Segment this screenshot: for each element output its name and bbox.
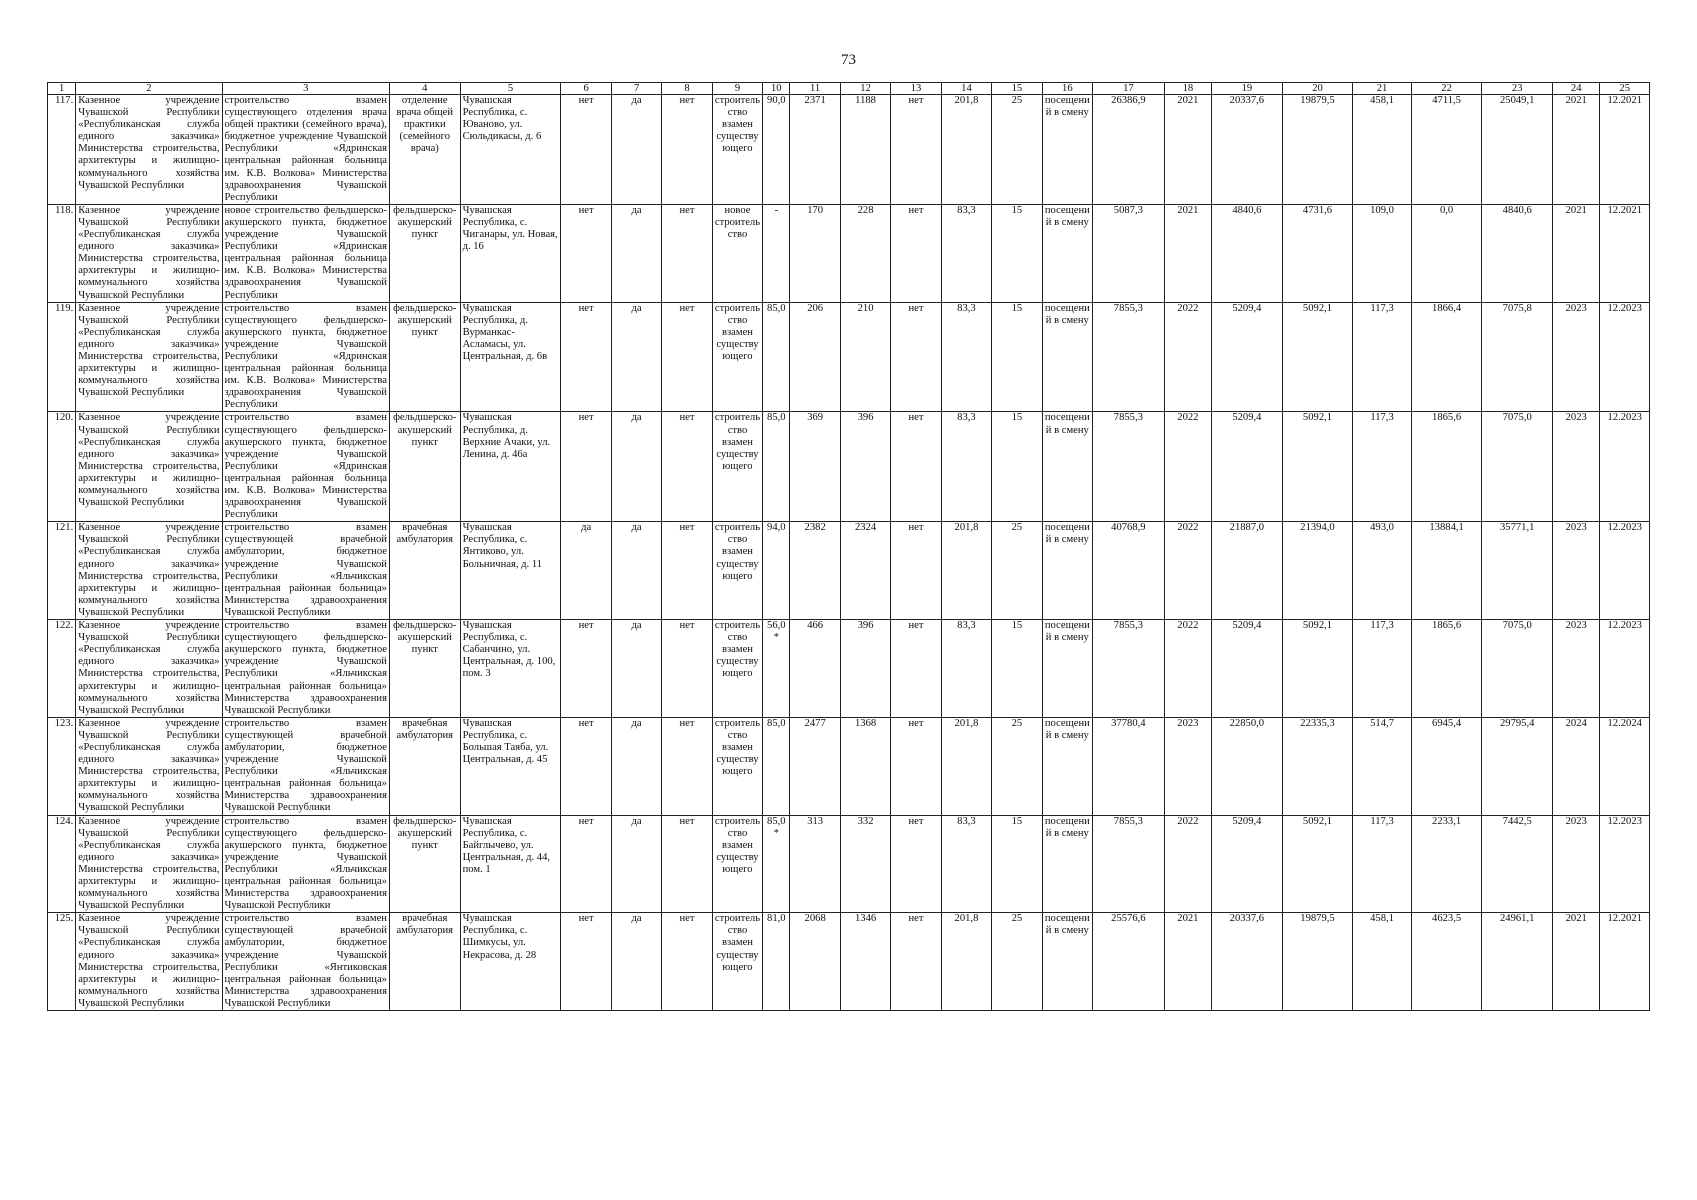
construction-type-cell: новое строительство — [712, 204, 762, 302]
column-header-10: 10 — [763, 83, 790, 95]
column-header-9: 9 — [712, 83, 762, 95]
col11-cell: 369 — [790, 412, 840, 522]
object-cell: строительство взамен существующего отделения врача общей практики (семейного врача), бюджетное учреждение Чувашской Республики «Ядринская центральная районная больница им. К.В. Волкова» Министерства здравоохранения Чувашской Республики — [222, 95, 389, 205]
wear-percent-cell: 56,0* — [763, 620, 790, 718]
col20-cell: 5092,1 — [1282, 815, 1353, 913]
object-cell: строительство взамен существующего фельдшерско-акушерского пункта, бюджетное учреждение Чувашской Республики «Яльчикская центральная районная больница» Министерства здравоохранения Чувашской Республики — [222, 620, 389, 718]
col13-cell: нет — [891, 95, 941, 205]
capacity-unit-cell: посещений в смену — [1042, 522, 1092, 620]
construction-type-cell: строительство взамен существующего — [712, 302, 762, 412]
col22-cell: 4711,5 — [1411, 95, 1482, 205]
col8-cell: нет — [662, 522, 712, 620]
col6-cell: нет — [561, 815, 611, 913]
col23-cell: 24961,1 — [1482, 913, 1553, 1011]
col13-cell: нет — [891, 815, 941, 913]
capacity-unit-cell: посещений в смену — [1042, 913, 1092, 1011]
capacity-cell: 25 — [992, 717, 1042, 815]
col22-cell: 0,0 — [1411, 204, 1482, 302]
capacity-cell: 25 — [992, 913, 1042, 1011]
row-number: 124. — [48, 815, 76, 913]
col8-cell: нет — [662, 620, 712, 718]
table-row — [48, 522, 1650, 620]
col20-cell: 19879,5 — [1282, 913, 1353, 1011]
row-number: 119. — [48, 302, 76, 412]
address-cell: Чувашская Республика, с. Янтиково, ул. Больничная, д. 11 — [460, 522, 561, 620]
facility-type-cell: отделение врача общей практики (семейного врача) — [389, 95, 460, 205]
col11-cell: 206 — [790, 302, 840, 412]
col18-cell: 2022 — [1164, 815, 1211, 913]
col21-cell: 117,3 — [1353, 815, 1412, 913]
column-header-23: 23 — [1482, 83, 1553, 95]
col22-cell: 2233,1 — [1411, 815, 1482, 913]
col13-cell: нет — [891, 620, 941, 718]
col21-cell: 493,0 — [1353, 522, 1412, 620]
column-header-25: 25 — [1600, 83, 1650, 95]
address-cell: Чувашская Республика, с. Сабанчино, ул. Центральная, д. 100, пом. 3 — [460, 620, 561, 718]
col17-cell: 7855,3 — [1093, 815, 1165, 913]
address-cell: Чувашская Республика, д. Верхние Ачаки, ул. Ленина, д. 46а — [460, 412, 561, 522]
col24-cell: 2023 — [1553, 815, 1600, 913]
col19-cell: 4840,6 — [1212, 204, 1283, 302]
col8-cell: нет — [662, 412, 712, 522]
col11-cell: 313 — [790, 815, 840, 913]
capacity-unit-cell: посещений в смену — [1042, 204, 1092, 302]
row-number: 123. — [48, 717, 76, 815]
col25-cell: 12.2021 — [1600, 913, 1650, 1011]
address-cell: Чувашская Республика, с. Юваново, ул. Сюльдикасы, д. 6 — [460, 95, 561, 205]
capacity-unit-cell: посещений в смену — [1042, 717, 1092, 815]
col23-cell: 7442,5 — [1482, 815, 1553, 913]
col7-cell: да — [611, 522, 661, 620]
col12-cell: 332 — [840, 815, 890, 913]
col22-cell: 1865,6 — [1411, 412, 1482, 522]
col6-cell: да — [561, 522, 611, 620]
col21-cell: 117,3 — [1353, 302, 1412, 412]
col19-cell: 20337,6 — [1212, 913, 1283, 1011]
col20-cell: 5092,1 — [1282, 412, 1353, 522]
table-row — [48, 620, 1650, 718]
col24-cell: 2021 — [1553, 913, 1600, 1011]
col7-cell: да — [611, 815, 661, 913]
col23-cell: 25049,1 — [1482, 95, 1553, 205]
object-cell: строительство взамен существующего фельдшерско-акушерского пункта, бюджетное учреждение Чувашской Республики «Яльчикская центральная районная больница» Министерства здравоохранения Чувашской Республики — [222, 815, 389, 913]
capacity-unit-cell: посещений в смену — [1042, 815, 1092, 913]
col25-cell: 12.2023 — [1600, 412, 1650, 522]
capacity-cell: 15 — [992, 815, 1042, 913]
data-table — [47, 82, 1650, 1011]
col6-cell: нет — [561, 204, 611, 302]
col13-cell: нет — [891, 412, 941, 522]
column-header-3: 3 — [222, 83, 389, 95]
col24-cell: 2021 — [1553, 95, 1600, 205]
col18-cell: 2021 — [1164, 913, 1211, 1011]
col18-cell: 2021 — [1164, 204, 1211, 302]
capacity-cell: 25 — [992, 522, 1042, 620]
col17-cell: 25576,6 — [1093, 913, 1165, 1011]
construction-type-cell: строительство взамен существующего — [712, 717, 762, 815]
col25-cell: 12.2023 — [1600, 815, 1650, 913]
capacity-unit-cell: посещений в смену — [1042, 620, 1092, 718]
row-number: 117. — [48, 95, 76, 205]
facility-type-cell: врачебная амбулатория — [389, 522, 460, 620]
row-number: 120. — [48, 412, 76, 522]
col6-cell: нет — [561, 620, 611, 718]
customer-cell: Казенное учреждение Чувашской Республики «Республиканская служба единого заказчика» Министерства строительства, архитектуры и жилищно-коммунального хозяйства Чувашской Республики — [76, 717, 222, 815]
column-header-16: 16 — [1042, 83, 1092, 95]
capacity-cell: 15 — [992, 412, 1042, 522]
wear-percent-cell: 81,0 — [763, 913, 790, 1011]
col17-cell: 37780,4 — [1093, 717, 1165, 815]
col24-cell: 2023 — [1553, 522, 1600, 620]
column-header-21: 21 — [1353, 83, 1412, 95]
wear-percent-cell: 85,0 — [763, 412, 790, 522]
col11-cell: 2371 — [790, 95, 840, 205]
column-header-2: 2 — [76, 83, 222, 95]
address-cell: Чувашская Республика, с. Большая Таяба, ул. Центральная, д. 45 — [460, 717, 561, 815]
col23-cell: 35771,1 — [1482, 522, 1553, 620]
col18-cell: 2022 — [1164, 412, 1211, 522]
column-header-11: 11 — [790, 83, 840, 95]
capacity-cell: 15 — [992, 302, 1042, 412]
col17-cell: 5087,3 — [1093, 204, 1165, 302]
capacity-cell: 25 — [992, 95, 1042, 205]
col22-cell: 13884,1 — [1411, 522, 1482, 620]
col19-cell: 5209,4 — [1212, 412, 1283, 522]
col7-cell: да — [611, 302, 661, 412]
col14-cell: 83,3 — [941, 204, 991, 302]
object-cell: строительство взамен существующей врачебной амбулатории, бюджетное учреждение Чувашской Республики «Яльчикская центральная районная больница» Министерства здравоохранения Чувашской Республики — [222, 522, 389, 620]
wear-percent-cell: 90,0 — [763, 95, 790, 205]
capacity-cell: 15 — [992, 620, 1042, 718]
col12-cell: 1368 — [840, 717, 890, 815]
col13-cell: нет — [891, 717, 941, 815]
capacity-unit-cell: посещений в смену — [1042, 412, 1092, 522]
wear-percent-cell: 85,0 — [763, 302, 790, 412]
col7-cell: да — [611, 620, 661, 718]
col18-cell: 2022 — [1164, 620, 1211, 718]
header-row — [48, 83, 1650, 95]
row-number: 125. — [48, 913, 76, 1011]
col25-cell: 12.2023 — [1600, 522, 1650, 620]
customer-cell: Казенное учреждение Чувашской Республики «Республиканская служба единого заказчика» Министерства строительства, архитектуры и жилищно-коммунального хозяйства Чувашской Республики — [76, 815, 222, 913]
column-header-8: 8 — [662, 83, 712, 95]
col25-cell: 12.2024 — [1600, 717, 1650, 815]
table-row — [48, 204, 1650, 302]
col22-cell: 1866,4 — [1411, 302, 1482, 412]
address-cell: Чувашская Республика, д. Вурманкас-Асламасы, ул. Центральная, д. 6в — [460, 302, 561, 412]
col18-cell: 2023 — [1164, 717, 1211, 815]
col24-cell: 2023 — [1553, 302, 1600, 412]
object-cell: строительство взамен существующего фельдшерско-акушерского пункта, бюджетное учреждение Чувашской Республики «Ядринская центральная районная больница им. К.В. Волкова» Министерства здравоохранения Чувашской Республики — [222, 302, 389, 412]
wear-percent-cell: 85,0 — [763, 717, 790, 815]
facility-type-cell: фельдшерско-акушерский пункт — [389, 620, 460, 718]
customer-cell: Казенное учреждение Чувашской Республики «Республиканская служба единого заказчика» Министерства строительства, архитектуры и жилищно-коммунального хозяйства Чувашской Республики — [76, 95, 222, 205]
col19-cell: 5209,4 — [1212, 620, 1283, 718]
row-number: 118. — [48, 204, 76, 302]
col12-cell: 396 — [840, 412, 890, 522]
col21-cell: 109,0 — [1353, 204, 1412, 302]
col18-cell: 2022 — [1164, 522, 1211, 620]
col20-cell: 21394,0 — [1282, 522, 1353, 620]
col22-cell: 4623,5 — [1411, 913, 1482, 1011]
address-cell: Чувашская Республика, с. Шимкусы, ул. Некрасова, д. 28 — [460, 913, 561, 1011]
column-header-7: 7 — [611, 83, 661, 95]
col6-cell: нет — [561, 95, 611, 205]
col20-cell: 19879,5 — [1282, 95, 1353, 205]
col18-cell: 2022 — [1164, 302, 1211, 412]
col23-cell: 7075,8 — [1482, 302, 1553, 412]
col12-cell: 210 — [840, 302, 890, 412]
col11-cell: 170 — [790, 204, 840, 302]
col24-cell: 2021 — [1553, 204, 1600, 302]
col20-cell: 5092,1 — [1282, 302, 1353, 412]
object-cell: новое строительство фельдшерско-акушерского пункта, бюджетное учреждение Чувашской Республики «Ядринская центральная районная больница им. К.В. Волкова» Министерства здравоохранения Чувашской Республики — [222, 204, 389, 302]
customer-cell: Казенное учреждение Чувашской Республики «Республиканская служба единого заказчика» Министерства строительства, архитектуры и жилищно-коммунального хозяйства Чувашской Республики — [76, 620, 222, 718]
customer-cell: Казенное учреждение Чувашской Республики «Республиканская служба единого заказчика» Министерства строительства, архитектуры и жилищно-коммунального хозяйства Чувашской Республики — [76, 412, 222, 522]
col6-cell: нет — [561, 302, 611, 412]
col23-cell: 4840,6 — [1482, 204, 1553, 302]
col6-cell: нет — [561, 913, 611, 1011]
wear-percent-cell: 85,0* — [763, 815, 790, 913]
customer-cell: Казенное учреждение Чувашской Республики «Республиканская служба единого заказчика» Министерства строительства, архитектуры и жилищно-коммунального хозяйства Чувашской Республики — [76, 522, 222, 620]
col23-cell: 7075,0 — [1482, 620, 1553, 718]
table-row — [48, 95, 1650, 205]
column-header-13: 13 — [891, 83, 941, 95]
construction-type-cell: строительство взамен существующего — [712, 913, 762, 1011]
customer-cell: Казенное учреждение Чувашской Республики «Республиканская служба единого заказчика» Министерства строительства, архитектуры и жилищно-коммунального хозяйства Чувашской Республики — [76, 302, 222, 412]
object-cell: строительство взамен существующей врачебной амбулатории, бюджетное учреждение Чувашской Республики «Янтиковская центральная районная больница» Министерства здравоохранения Чувашской Республики — [222, 913, 389, 1011]
column-header-14: 14 — [941, 83, 991, 95]
col14-cell: 201,8 — [941, 95, 991, 205]
col8-cell: нет — [662, 95, 712, 205]
col17-cell: 40768,9 — [1093, 522, 1165, 620]
col8-cell: нет — [662, 913, 712, 1011]
facility-type-cell: фельдшерско-акушерский пункт — [389, 412, 460, 522]
facility-type-cell: фельдшерско-акушерский пункт — [389, 302, 460, 412]
col7-cell: да — [611, 204, 661, 302]
col14-cell: 83,3 — [941, 302, 991, 412]
col20-cell: 5092,1 — [1282, 620, 1353, 718]
col12-cell: 2324 — [840, 522, 890, 620]
col12-cell: 228 — [840, 204, 890, 302]
col24-cell: 2023 — [1553, 412, 1600, 522]
column-header-12: 12 — [840, 83, 890, 95]
col22-cell: 1865,6 — [1411, 620, 1482, 718]
col12-cell: 1346 — [840, 913, 890, 1011]
col24-cell: 2023 — [1553, 620, 1600, 718]
col17-cell: 26386,9 — [1093, 95, 1165, 205]
construction-type-cell: строительство взамен существующего — [712, 412, 762, 522]
col18-cell: 2021 — [1164, 95, 1211, 205]
col13-cell: нет — [891, 302, 941, 412]
col22-cell: 6945,4 — [1411, 717, 1482, 815]
column-header-20: 20 — [1282, 83, 1353, 95]
wear-percent-cell: - — [763, 204, 790, 302]
construction-type-cell: строительство взамен существующего — [712, 95, 762, 205]
col19-cell: 5209,4 — [1212, 302, 1283, 412]
col24-cell: 2024 — [1553, 717, 1600, 815]
construction-type-cell: строительство взамен существующего — [712, 522, 762, 620]
col11-cell: 2068 — [790, 913, 840, 1011]
col21-cell: 458,1 — [1353, 95, 1412, 205]
col13-cell: нет — [891, 522, 941, 620]
col13-cell: нет — [891, 913, 941, 1011]
col20-cell: 4731,6 — [1282, 204, 1353, 302]
construction-type-cell: строительство взамен существующего — [712, 815, 762, 913]
col8-cell: нет — [662, 204, 712, 302]
column-header-17: 17 — [1093, 83, 1165, 95]
col17-cell: 7855,3 — [1093, 620, 1165, 718]
col14-cell: 83,3 — [941, 412, 991, 522]
col13-cell: нет — [891, 204, 941, 302]
capacity-unit-cell: посещений в смену — [1042, 95, 1092, 205]
col11-cell: 466 — [790, 620, 840, 718]
col14-cell: 201,8 — [941, 717, 991, 815]
col7-cell: да — [611, 717, 661, 815]
address-cell: Чувашская Республика, с. Чиганары, ул. Новая, д. 16 — [460, 204, 561, 302]
capacity-cell: 15 — [992, 204, 1042, 302]
table-row — [48, 412, 1650, 522]
col11-cell: 2477 — [790, 717, 840, 815]
col6-cell: нет — [561, 717, 611, 815]
col6-cell: нет — [561, 412, 611, 522]
col23-cell: 7075,0 — [1482, 412, 1553, 522]
col25-cell: 12.2023 — [1600, 302, 1650, 412]
col17-cell: 7855,3 — [1093, 302, 1165, 412]
col19-cell: 22850,0 — [1212, 717, 1283, 815]
col19-cell: 20337,6 — [1212, 95, 1283, 205]
col20-cell: 22335,3 — [1282, 717, 1353, 815]
object-cell: строительство взамен существующего фельдшерско-акушерского пункта, бюджетное учреждение Чувашской Республики «Ядринская центральная районная больница им. К.В. Волкова» Министерства здравоохранения Чувашской Республики — [222, 412, 389, 522]
col21-cell: 514,7 — [1353, 717, 1412, 815]
customer-cell: Казенное учреждение Чувашской Республики «Республиканская служба единого заказчика» Министерства строительства, архитектуры и жилищно-коммунального хозяйства Чувашской Республики — [76, 913, 222, 1011]
column-header-22: 22 — [1411, 83, 1482, 95]
col25-cell: 12.2023 — [1600, 620, 1650, 718]
col11-cell: 2382 — [790, 522, 840, 620]
col19-cell: 5209,4 — [1212, 815, 1283, 913]
address-cell: Чувашская Республика, с. Байглычево, ул. Центральная, д. 44, пом. 1 — [460, 815, 561, 913]
col8-cell: нет — [662, 302, 712, 412]
table-row — [48, 302, 1650, 412]
col12-cell: 1188 — [840, 95, 890, 205]
col19-cell: 21887,0 — [1212, 522, 1283, 620]
col8-cell: нет — [662, 717, 712, 815]
column-header-15: 15 — [992, 83, 1042, 95]
col14-cell: 201,8 — [941, 913, 991, 1011]
column-header-6: 6 — [561, 83, 611, 95]
capacity-unit-cell: посещений в смену — [1042, 302, 1092, 412]
col14-cell: 201,8 — [941, 522, 991, 620]
col8-cell: нет — [662, 815, 712, 913]
customer-cell: Казенное учреждение Чувашской Республики «Республиканская служба единого заказчика» Министерства строительства, архитектуры и жилищно-коммунального хозяйства Чувашской Республики — [76, 204, 222, 302]
object-cell: строительство взамен существующей врачебной амбулатории, бюджетное учреждение Чувашской Республики «Яльчикская центральная районная больница» Министерства здравоохранения Чувашской Республики — [222, 717, 389, 815]
table-row — [48, 913, 1650, 1011]
row-number: 122. — [48, 620, 76, 718]
column-header-5: 5 — [460, 83, 561, 95]
column-header-18: 18 — [1164, 83, 1211, 95]
col7-cell: да — [611, 412, 661, 522]
facility-type-cell: фельдшерско-акушерский пункт — [389, 204, 460, 302]
row-number: 121. — [48, 522, 76, 620]
wear-percent-cell: 94,0 — [763, 522, 790, 620]
col12-cell: 396 — [840, 620, 890, 718]
col21-cell: 117,3 — [1353, 620, 1412, 718]
col14-cell: 83,3 — [941, 815, 991, 913]
facility-type-cell: врачебная амбулатория — [389, 717, 460, 815]
col25-cell: 12.2021 — [1600, 204, 1650, 302]
page-number: 73 — [841, 52, 856, 68]
facility-type-cell: врачебная амбулатория — [389, 913, 460, 1011]
facility-type-cell: фельдшерско-акушерский пункт — [389, 815, 460, 913]
col7-cell: да — [611, 913, 661, 1011]
column-header-1: 1 — [48, 83, 76, 95]
construction-type-cell: строительство взамен существующего — [712, 620, 762, 718]
col17-cell: 7855,3 — [1093, 412, 1165, 522]
col21-cell: 458,1 — [1353, 913, 1412, 1011]
column-header-24: 24 — [1553, 83, 1600, 95]
column-header-4: 4 — [389, 83, 460, 95]
column-header-19: 19 — [1212, 83, 1283, 95]
col21-cell: 117,3 — [1353, 412, 1412, 522]
table-row — [48, 815, 1650, 913]
col14-cell: 83,3 — [941, 620, 991, 718]
table-row — [48, 717, 1650, 815]
col25-cell: 12.2021 — [1600, 95, 1650, 205]
col7-cell: да — [611, 95, 661, 205]
col23-cell: 29795,4 — [1482, 717, 1553, 815]
